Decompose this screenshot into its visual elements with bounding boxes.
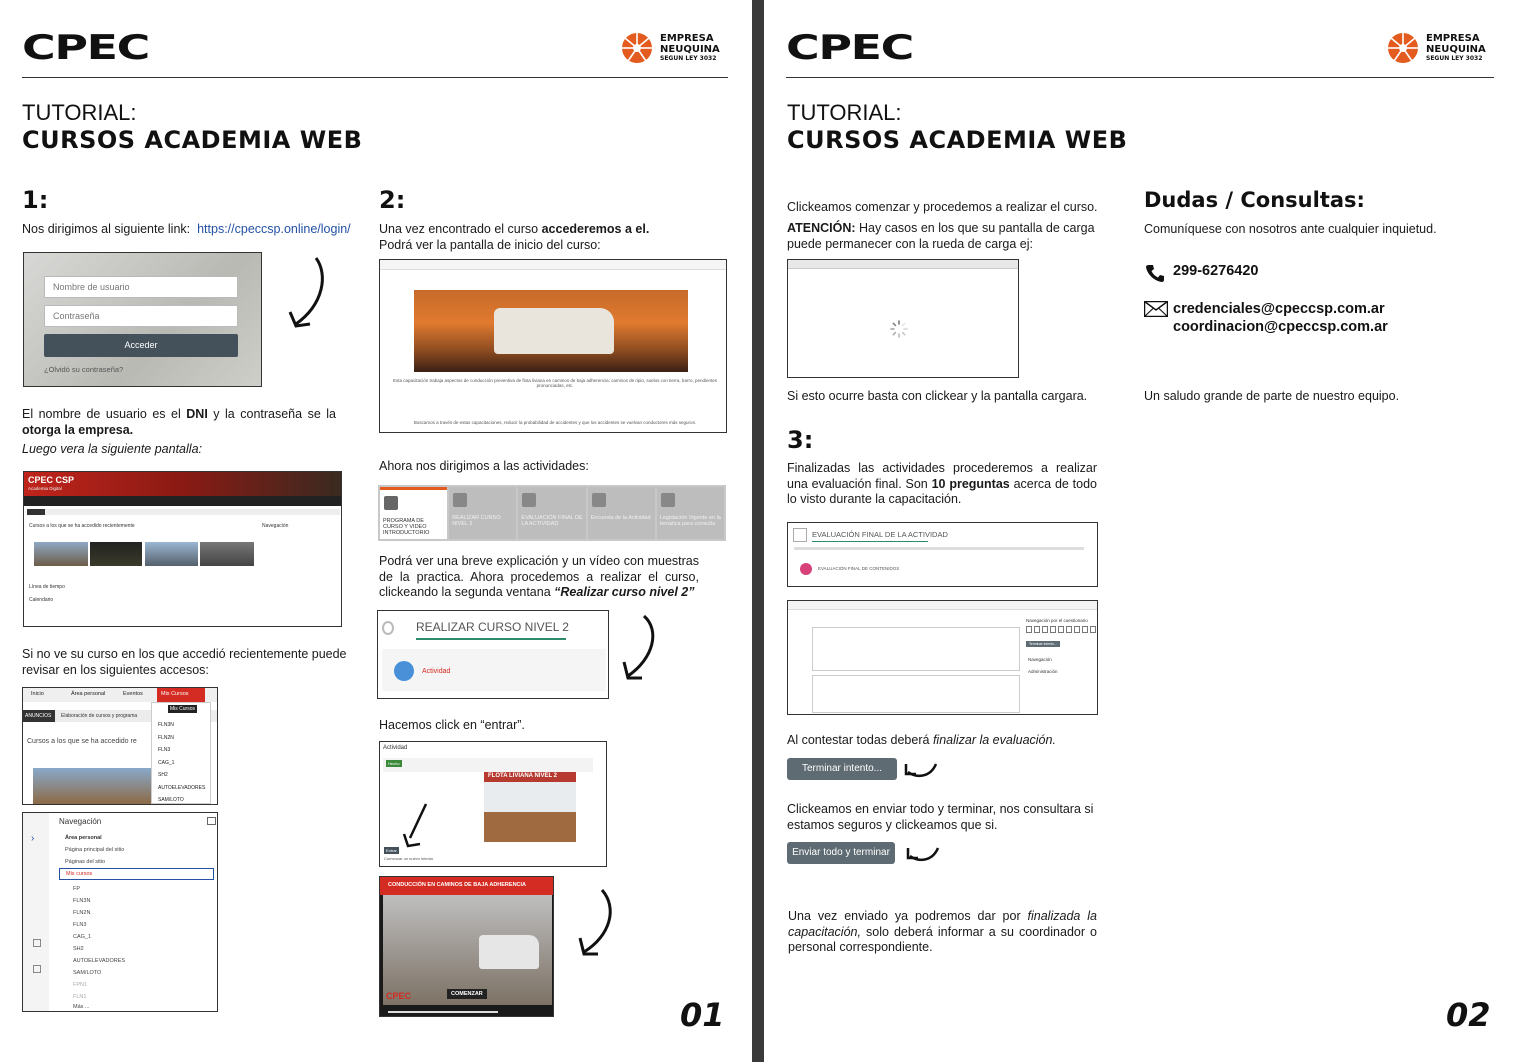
new-attempt-note: Comenzar un nuevo intento [384,856,434,861]
brand-line-3: SEGUN LEY 3032 [660,55,717,62]
brand-line-1: EMPRESA [1426,33,1480,44]
page-title: CURSOS ACADEMIA WEB [787,126,1128,154]
contact-heading: Dudas / Consultas: [1144,188,1365,212]
mis-cursos-tooltip: Mis Cursos [170,706,196,712]
activity-evaluacion[interactable]: EVALUACIÓN FINAL DE LA ACTIVIDAD [518,487,585,539]
acceder-button[interactable]: Acceder [44,334,238,357]
evaluation-subtitle[interactable]: EVALUACIÓN FINAL DE CONTENIDOS [818,566,900,571]
tutorial-label: TUTORIAL: [787,100,902,125]
flota-liviana-banner: FLOTA LIVIANA NIVEL 2 [484,772,576,842]
brand-line-2: NEUQUINA [660,44,720,55]
quiz-navigation-title: Navegación por el cuestionario [1026,618,1088,623]
mis-cursos-item[interactable]: SH2 [158,772,168,778]
navigation-screenshot [22,812,218,1012]
dashboard-subtitle: Academia Digital [28,486,62,491]
reload-text: Si esto ocurre basta con clickear y la pantalla cargara. [787,389,1088,403]
comenzar-button[interactable]: COMENZAR [447,989,487,999]
nav-course-item[interactable]: FLN1 [73,994,87,1000]
course-description: Esta capacitación trabaja aspectos de conducción preventiva de flota liviana en caminos de baja adherencia: caminos de ripio, suelos con tierra, barro, pendientes pronunciadas, etc. [393,378,717,388]
actividad-link[interactable]: Actividad [422,668,451,675]
brand-line-2: NEUQUINA [1426,44,1486,55]
mis-cursos-item[interactable]: CAG_1 [158,759,175,766]
recent-courses-label: Cursos a los que se ha accedido recientemente [29,523,135,529]
step-2-number: 2: [379,186,406,214]
nav-course-item[interactable]: SAM/LOTO [73,970,102,976]
final-eval-text: Finalizadas las actividades procederemos a realizar una evaluación final. Son 10 preguntas acerca de todo lo visto durante la capacitación. [787,461,1098,506]
activity-icon [384,496,398,510]
mail-icon [1144,301,1168,317]
quiz-question-buttons [1026,626,1098,633]
question-box [812,627,1020,671]
terminar-intento-button[interactable]: Terminar intento... [787,758,897,780]
video-screenshot [379,876,554,1017]
quiz-icon[interactable] [800,563,812,575]
step-1-number: 1: [22,186,49,214]
activity-icon [592,493,606,507]
nav-course-item[interactable]: FLN3N [73,898,91,904]
brand-line-3: SEGUN LEY 3032 [1426,55,1483,62]
video-brand: CPEC [386,991,412,1001]
password-field[interactable]: Contraseña [44,305,238,327]
chevron-right-icon[interactable]: › [31,833,35,844]
brand-line-1: EMPRESA [660,33,714,44]
mis-cursos-item[interactable]: AUTOELEVADORES [158,784,206,791]
course-description-2: Buscamos a través de estas capacitaciones, reducir la probabilidad de accidentes y que los accidentes se vuelvan conductores más seguros. [413,420,697,425]
nav-course-item[interactable]: FP [73,886,81,892]
tutorial-label: TUTORIAL: [22,100,137,125]
page-two [764,0,1517,1062]
calendar-label[interactable]: Calendario [29,597,54,603]
answer-all-text: Al contestar todas deberá finalizar la evaluación. [787,733,1056,747]
evaluation-title: EVALUACIÓN FINAL DE LA ACTIVIDAD [812,530,948,539]
activities-bar [378,485,726,541]
nav-area-personal[interactable]: Área personal [65,835,102,841]
realizar-curso-screenshot [377,610,609,699]
quiz-screenshot [787,600,1098,715]
activity-icon [661,493,675,507]
ending-text: Una vez enviado ya podremos dar por finalizada la capacitación, solo deberá informar a su coordinador o personal correspondiente. [788,909,1097,954]
enviar-todo-button[interactable]: Enviar todo y terminar [787,842,895,864]
start-text: Clickeamos comenzar y procedemos a realizar el curso. [787,200,1098,214]
cpec-logo: CPEC [786,28,913,68]
phone-number[interactable]: 299-6276420 [1173,263,1259,279]
header-rule [22,77,728,78]
curved-arrow-icon [286,254,330,334]
curved-arrow-icon [904,842,940,866]
sun-icon [618,32,656,64]
entrar-button[interactable]: Entrar [386,848,397,853]
page-one [0,0,752,1062]
activity-encuesta[interactable]: Encuesta de la Actividad [588,487,655,539]
block-icon [33,965,41,973]
quiz-administration: Administración [1028,669,1058,674]
menu-eventos[interactable]: Eventos [123,691,143,697]
nav-mis-cursos[interactable]: Mis cursos [59,868,214,880]
nav-course-item[interactable]: FLN2N [73,910,91,916]
go-activities-text: Ahora nos dirigimos a las actividades: [379,459,589,473]
mis-cursos-menu-screenshot [22,687,218,805]
activity-icon [453,493,467,507]
done-badge: Hecho [388,761,400,766]
sun-icon [1384,32,1422,64]
cpec-logo: CPEC [22,28,149,68]
curved-arrow-icon [576,886,616,960]
menu-area-personal[interactable]: Área personal [71,691,106,697]
nav-course-item[interactable]: AUTOELEVADORES [73,958,126,964]
nav-course-item[interactable]: FPN1 [73,982,88,988]
navigation-title: Navegación [59,817,102,826]
nav-course-item[interactable]: FLN3 [73,922,87,928]
loading-screenshot [787,259,1019,378]
page-number: 01 [680,996,725,1034]
nav-site-pages[interactable]: Páginas del sitio [65,859,106,865]
contact-text: Comuníquese con nosotros ante cualquier inquietud. [1144,222,1437,236]
page-title: CURSOS ACADEMIA WEB [22,126,363,154]
arrow-icon [400,800,430,850]
evaluation-screenshot [787,522,1098,587]
loading-spinner-icon [890,320,908,338]
dashboard-nav-label: Navegación [262,523,289,529]
entrar-header: Actividad [383,745,408,751]
attention-text: ATENCIÓN: Hay casos en los que su pantalla de carga puede permanecer con la rueda de carga ej: [787,221,1095,251]
click-entrar-text: Hacemos click en “entrar”. [379,718,525,732]
step-2-intro: Una vez encontrado el curso accederemos a el. Podrá ver la pantalla de inicio del curso: [379,222,650,252]
course-hero-image [414,290,688,372]
menu-mis-cursos[interactable]: Mis Cursos [157,688,205,702]
timeline-label[interactable]: Línea de tiempo [29,584,65,590]
curved-arrow-icon [620,612,660,684]
forgot-password-link[interactable]: ¿Olvidó su contraseña? [44,365,124,374]
recent-courses-heading: Cursos a los que se ha accedido re [27,738,137,745]
next-screen-text: Luego vera la siguiente pantalla: [22,442,202,456]
explain-text: Podrá ver una breve explicación y un vídeo con muestras de la practica. Ahora procedemos a realizar el curso, clickeando la segunda ventana “Realizar curso nivel 2” [379,554,699,599]
nav-course-item[interactable]: SH2 [73,946,84,952]
mis-cursos-item[interactable]: SAM/LOTO [158,797,184,803]
course-thumb[interactable] [145,542,198,566]
quiz-finish-button[interactable]: Terminar intento... [1026,641,1060,647]
send-all-text: Clickeamos en enviar todo y terminar, nos consultara si estamos seguros y clickeamos que si. [787,802,1094,832]
header-rule [786,77,1494,78]
evaluation-icon [793,528,807,542]
activity-circle-icon [382,621,394,635]
credentials-text: El nombre de usuario es el DNI y la contraseña se la otorga la empresa. [22,407,336,437]
activity-legislacion[interactable]: Legislación Vigente en la temática para consulta [657,487,724,539]
empresa-neuquina-logo [618,30,728,66]
quiz-side-navigation: Navegación [1028,657,1052,662]
nav-more[interactable]: Más ... [73,1004,90,1010]
question-box [812,675,1020,713]
dashboard-nav-bar [24,496,341,506]
farewell-text: Un saludo grande de parte de nuestro equipo. [1144,389,1400,403]
step-1-intro: Nos dirigimos al siguiente link: https://cpeccsp.online/login/ [22,222,351,236]
realizar-title: REALIZAR CURSO NIVEL 2 [416,620,569,634]
mis-cursos-item[interactable]: FLN2N [158,734,174,741]
announcement-banner: Elaboración de cursos y programa [61,713,138,719]
activity-realizar[interactable]: REALIZAR CURSO NIVEL 2 [449,487,516,539]
step-3-number: 3: [787,426,814,454]
email-credenciales[interactable]: credenciales@cpeccsp.com.ar [1173,301,1385,317]
video-title: CONDUCCIÓN EN CAMINOS DE BAJA ADHERENCIA [388,882,527,888]
activity-icon [522,493,536,507]
video-frame [383,895,552,1005]
anuncios-tag: ANUNCIOS [23,710,55,722]
not-seen-text: Si no ve su curso en los que accedió recientemente puede revisar en los siguientes accesos: [22,647,347,677]
activity-program[interactable]: PROGRAMA DE CURSO Y VIDEO INTRODUCTORIO [380,487,447,539]
course-thumb[interactable] [90,542,142,566]
block-icon [33,939,41,947]
login-link[interactable]: https://cpeccsp.online/login/ [197,222,351,236]
mis-cursos-item[interactable]: FLN3N [158,722,174,728]
course-thumb[interactable] [200,542,254,566]
login-screenshot [23,252,262,387]
nav-home[interactable]: Página principal del sitio [65,847,125,853]
activity-icon[interactable] [394,661,414,681]
curved-arrow-icon [902,758,938,782]
truck-image [479,935,539,969]
course-image [33,768,151,804]
username-field[interactable]: Nombre de usuario [44,276,238,298]
page-number: 02 [1446,996,1491,1034]
nav-course-item[interactable]: CAG_1 [73,934,92,940]
course-thumb[interactable] [34,542,88,566]
email-coordinacion[interactable]: coordinacion@cpeccsp.com.ar [1173,319,1388,335]
collapse-icon[interactable] [207,817,216,825]
dashboard-logo: CPEC CSP [28,475,75,485]
mis-cursos-dropdown [151,702,211,804]
empresa-neuquina-logo [1384,30,1494,66]
menu-inicio[interactable]: Inicio [31,691,44,697]
mis-cursos-item[interactable]: FLN3 [158,747,171,753]
dashboard-screenshot [23,471,342,627]
phone-icon [1146,264,1164,282]
page-divider [752,0,764,1062]
truck-image [494,308,614,354]
course-home-screenshot [379,259,727,433]
video-progress-bar[interactable] [388,1011,498,1013]
